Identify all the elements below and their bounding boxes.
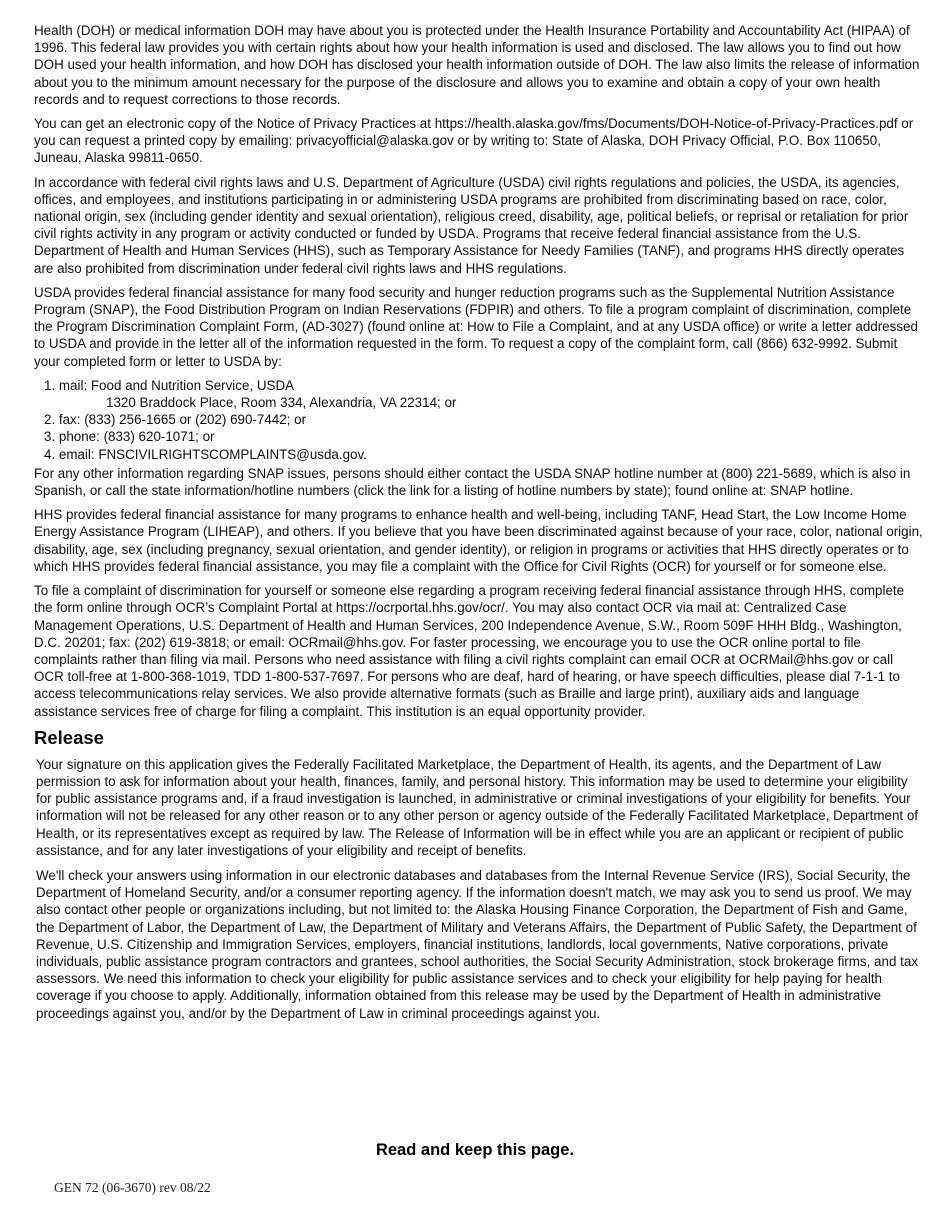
list-item-email: 4. email: FNSCIVILRIGHTSCOMPLAINTS@usda.gov. xyxy=(44,446,367,462)
release-heading: Release xyxy=(34,726,104,748)
hipaa-paragraph: Health (DOH) or medical information DOH may have about you is protected under the Health Insurance Portability and Accountability Act (HIPAA) of 1996. This federal law provides you with certain rights about how your health information is used and disclosed. The law allows you to find out how DOH used your health information, and how DOH has disclosed your health information outside of DOH. The law also limits the release of information about you to the minimum amount necessary for the purpose of the disclosure and allows you to examine and obtain a copy of your own health records and to request corrections to those records. xyxy=(34,23,920,107)
usda-civil-rights-paragraph: In accordance with federal civil rights laws and U.S. Department of Agriculture (USDA) civil rights regulations and policies, the USDA, its agencies, offices, and employees, and institutions participating in or administering USDA programs are prohibited from discriminating based on race, color, national origin, sex (including gender identity and sexual orientation), religious creed, disability, age, political beliefs, or reprisal or retaliation for prior civil rights activity in any program or activity conducted or funded by USDA. Programs that receive federal financial assistance from the U.S. Department of Health and Human Services (HHS), such as Temporary Assistance for Needy Families (TANF), and programs HHS directly operates are also prohibited from discrimination under federal civil rights laws and HHS regulations. xyxy=(34,174,909,276)
list-item-mail xyxy=(34,377,926,411)
mail-line-2: 1320 Braddock Place, Room 334, Alexandria, VA 22314; or xyxy=(106,395,457,411)
list-item-fax: 2. fax: (833) 256-1665 or (202) 690-7442; or xyxy=(44,412,307,428)
usda-complaint-paragraph: USDA provides federal financial assistance for many food security and hunger reduction programs such as the Supplemental Nutrition Assistance Program (SNAP), the Food Distribution Program on Indian Reservations (FDPIR) and others. To file a program complaint of discrimination, complete the Program Discrimination Complaint Form, (AD-3027) (found online at: How to File a Complaint, and at any USDA office) or write a letter addressed to USDA and provide in the letter all of the information requested in the form. To request a copy of the complaint form, call (866) 632-9992. Submit your completed form or letter to USDA by: xyxy=(34,284,918,369)
release-paragraph-1: Your signature on this application gives the Federally Facilitated Marketplace, the Department of Health, its agents, and the Department of Law permission to ask for information about your health, finances, family, and personal history. This information may be used to determine your eligibility for public assistance programs and, if a fraud investigation is launched, in administrative or criminal investigations of your eligibility for benefits. Your information will not be released for any other reason or to any other person or agency outside of the Federally Facilitated Marketplace, Department of Health, or its representatives except as required by law. The Release of Information will be in effect while you are an applicant or recipient of public assistance, and for any later investigations of your eligibility and receipt of benefits. xyxy=(36,756,919,858)
list-item-phone: 3. phone: (833) 620-1071; or xyxy=(44,429,215,445)
document-body xyxy=(34,22,926,1030)
form-identifier: GEN 72 (06-3670) rev 08/22 xyxy=(54,1180,211,1195)
snap-hotline-paragraph: For any other information regarding SNAP issues, persons should either contact the USDA SNAP hotline number at (800) 221-5689, which is also in Spanish, or call the state information/hotline numbers (click the link for a listing of hotline numbers by state); found online at: SNAP hotline. xyxy=(34,465,911,499)
submit-methods-list xyxy=(34,377,926,463)
hhs-assistance-paragraph: HHS provides federal financial assistance for many programs to enhance health and well-being, including TANF, Head Start, the Low Income Home Energy Assistance Program (LIHEAP), and others. If you believe that you have been discriminated against because of your race, color, national origin, disability, age, sex (including pregnancy, sexual orientation, and gender identity), or religion in programs or activities that HHS directly operates or to which HHS provides federal financial assistance, you may file a complaint with the Office for Civil Rights (OCR) for yourself or for someone else. xyxy=(34,507,923,574)
hhs-complaint-paragraph: To file a complaint of discrimination for yourself or someone else regarding a program receiving federal financial assistance through HHS, complete the form online through OCR’s Complaint Portal at https://ocrportal.hhs.gov/ocr/. You may also contact OCR via mail at: Centralized Case Management Operations, U.S. Department of Health and Human Services, 200 Independence Avenue, S.W., Room 509F HHH Bldg., Washington, D.C. 20201; fax: (202) 619-3818; or email: OCRmail@hhs.gov. For faster processing, we encourage you to use the OCR online portal to file complaints rather than filing via mail. Persons who need assistance with filing a civil rights complaint can email OCR at OCRMail@hhs.gov or call OCR toll-free at 1-800-368-1019, TDD 1-800-537-7697. For persons who are deaf, hard of hearing, or have speech difficulties, please dial 7-1-1 to access telecommunications relay services. We also provide alternative formats (such as Braille and large print), auxiliary aids and language assistance services free of charge for filing a complaint. This institution is an equal opportunity provider. xyxy=(34,583,905,719)
mail-line-1: 1. mail: Food and Nutrition Service, USDA xyxy=(44,377,295,393)
read-and-keep-notice: Read and keep this page. xyxy=(375,1141,575,1159)
release-paragraph-2: We'll check your answers using information in our electronic databases and databases from the Internal Revenue Service (IRS), Social Security, the Department of Homeland Security, and/or a consumer reporting agency. If the information doesn't match, we may ask you to send us proof. We may also contact other people or organizations including, but not limited to: the Alaska Housing Finance Corporation, the Department of Fish and Game, the Department of Labor, the Department of Law, the Department of Military and Veterans Affairs, the Department of Public Safety, the Department of Revenue, U.S. Citizenship and Immigration Services, employers, financial institutions, landlords, local governments, Native corporations, private individuals, public assistance program contractors and grantees, school authorities, the Social Security Administration, stock brokerage firms, and tax assessors. We need this information to check your eligibility for public assistance services and to check your eligibility for help paying for health coverage if you choose to apply. Additionally, information obtained from this release may be used by the Department of Health in administrative proceedings against you, and/or by the Department of Law in criminal proceedings against you. xyxy=(36,867,918,1021)
privacy-notice-paragraph: You can get an electronic copy of the Notice of Privacy Practices at https://health.alaska.gov/fms/Documents/DOH-Notice-of-Privacy-Practices.pdf or you can request a printed copy by emailing: privacyofficial@alaska.gov or by writing to: State of Alaska, DOH Privacy Official, P.O. Box 110650, Juneau, Alaska 99811-0650. xyxy=(34,116,914,166)
release-section xyxy=(34,727,926,1022)
